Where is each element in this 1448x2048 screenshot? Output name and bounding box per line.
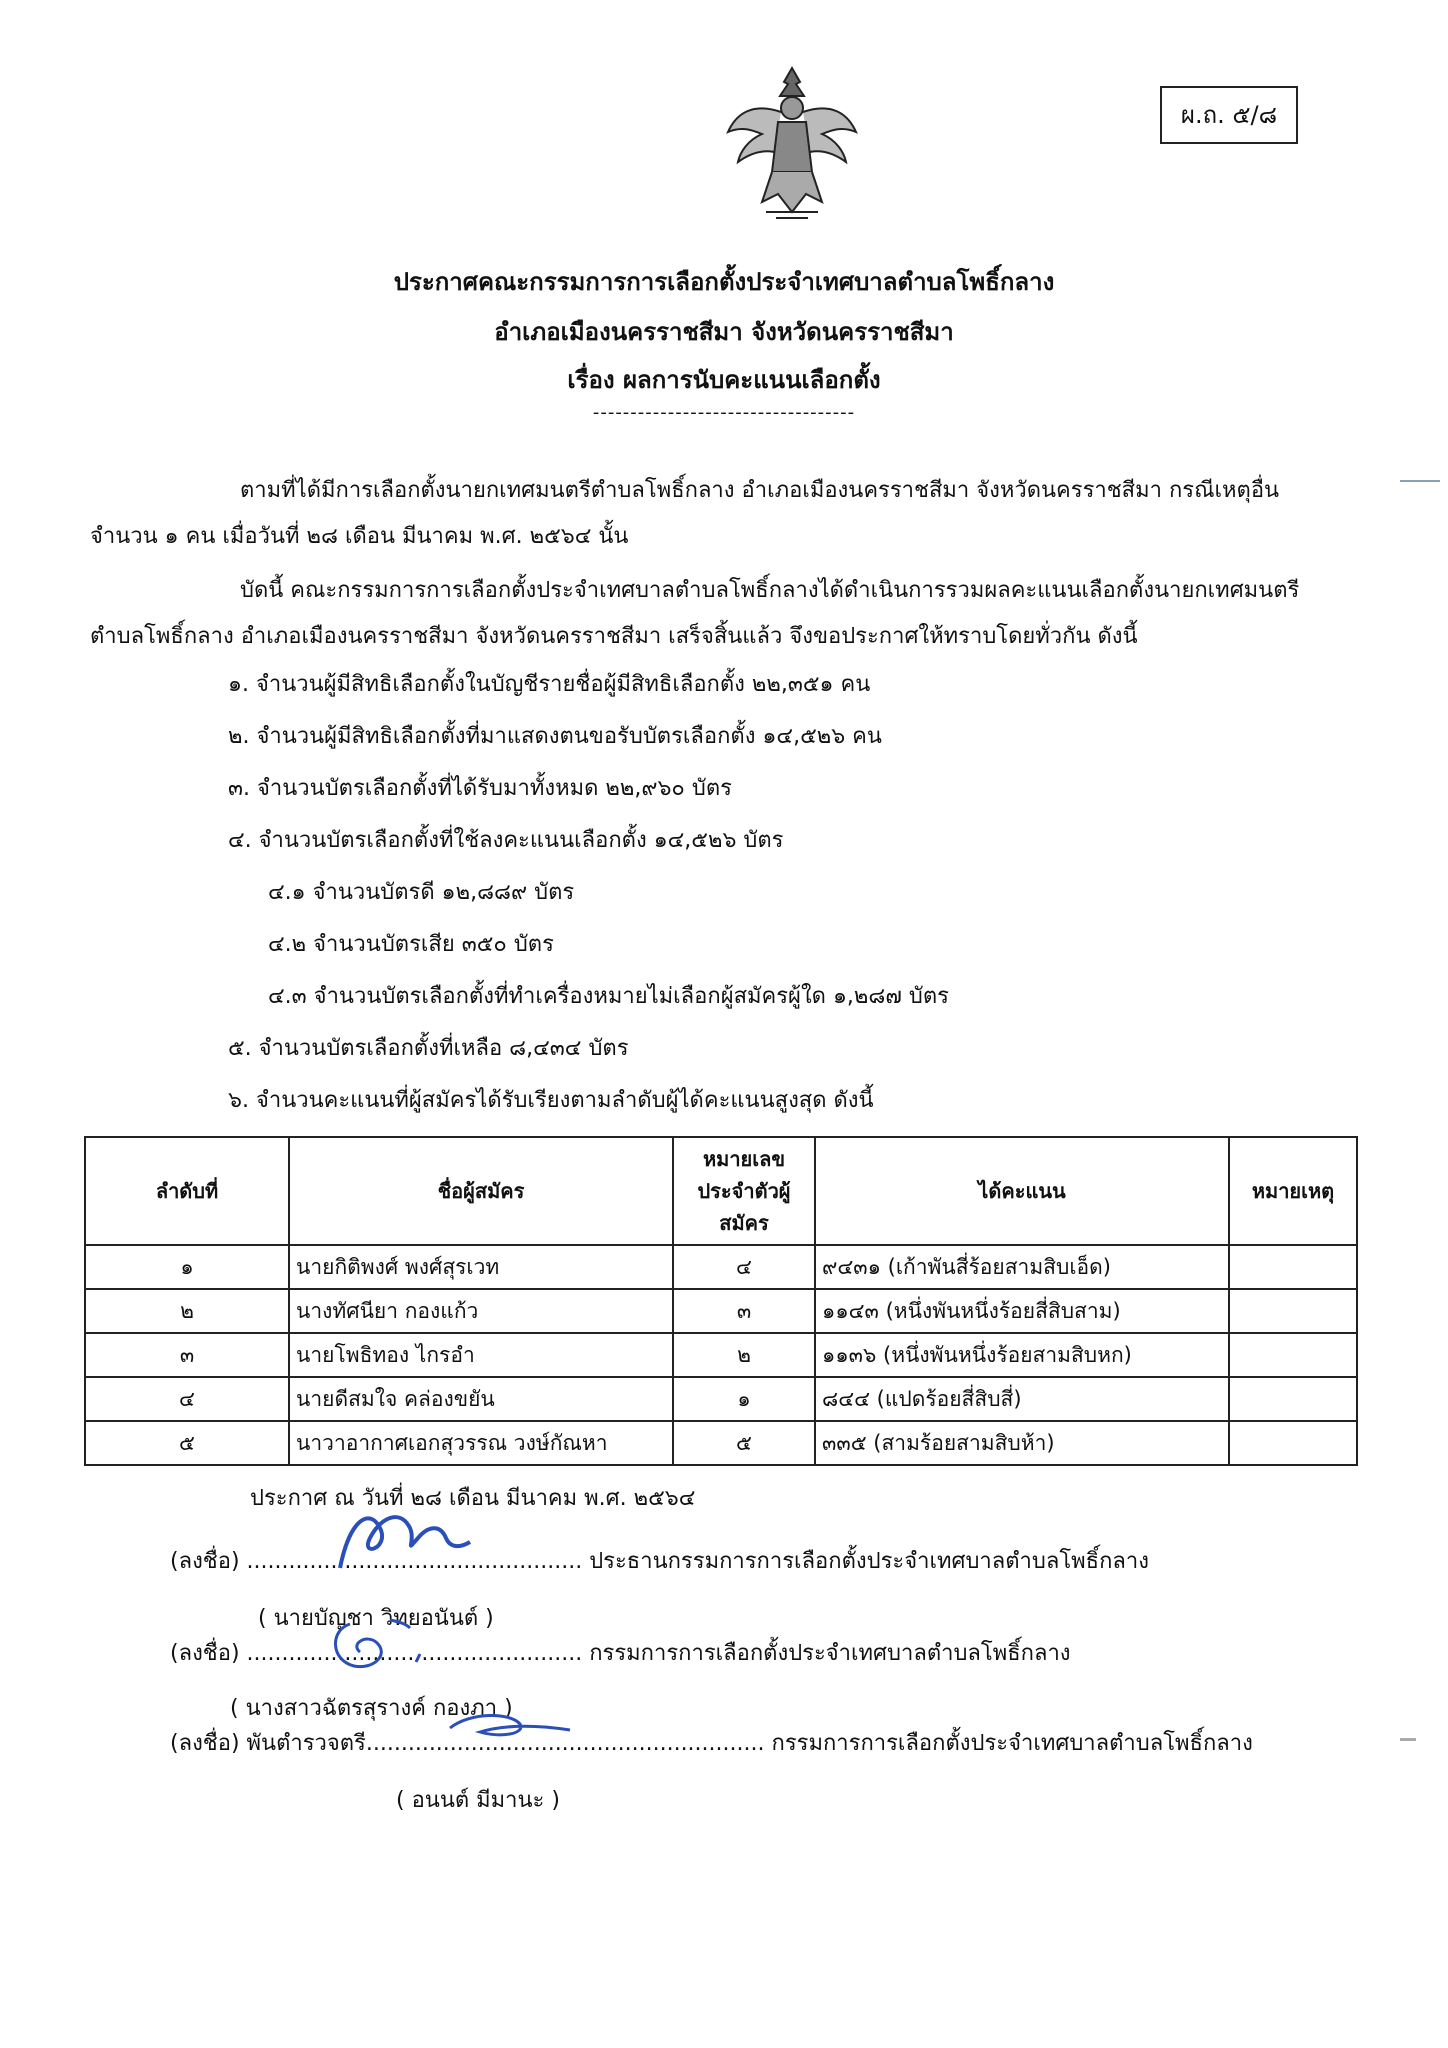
cell-number: ๕ [673, 1421, 815, 1465]
header-candidate-number [673, 1137, 815, 1245]
cell-note [1229, 1289, 1357, 1333]
header-divider: ----------------------------------- [592, 402, 856, 423]
table-row [85, 1333, 1357, 1377]
handwritten-signature [320, 1610, 440, 1680]
item-1: ๑. จำนวนผู้มีสิทธิเลือกตั้งในบัญชีรายชื่อผู้มีสิทธิเลือกตั้ง ๒๒,๓๕๑ คน [228, 672, 871, 697]
paragraph-2 [90, 568, 1380, 660]
form-code-box: ผ.ถ. ๕/๘ [1160, 86, 1298, 144]
cell-rank: ๓ [85, 1333, 289, 1377]
cell-name: นางทัศนียา กองแก้ว [289, 1289, 673, 1333]
signatory-name-member-2: ( อนนต์ มีมานะ ) [396, 1788, 560, 1813]
cell-rank: ๑ [85, 1245, 289, 1289]
header-number-line-1: หมายเลข [702, 1147, 786, 1171]
announce-date: ประกาศ ณ วันที่ ๒๘ เดือน มีนาคม พ.ศ. ๒๕๖๔ [250, 1486, 696, 1511]
paragraph-1-line-2: จำนวน ๑ คน เมื่อวันที่ ๒๘ เดือน มีนาคม พ.ศ. ๒๕๖๔ นั้น [90, 524, 629, 549]
signature-role: ประธานกรรมการการเลือกตั้งประจำเทศบาลตำบลโพธิ์กลาง [582, 1549, 1149, 1574]
paragraph-1-line-1: ตามที่ได้มีการเลือกตั้งนายกเทศมนตรีตำบลโพธิ์กลาง อำเภอเมืองนครราชสีมา จังหวัดนครราชสีมา กรณีเหตุอื่น [240, 478, 1280, 503]
item-4-1: ๔.๑ จำนวนบัตรดี ๑๒,๘๘๙ บัตร [268, 880, 575, 905]
item-4: ๔. จำนวนบัตรเลือกตั้งที่ใช้ลงคะแนนเลือกตั้ง ๑๔,๕๒๖ บัตร [228, 828, 784, 853]
signature-prefix: (ลงชื่อ) [170, 1549, 247, 1574]
cell-note [1229, 1245, 1357, 1289]
cell-note [1229, 1377, 1357, 1421]
header-note: หมายเหตุ [1229, 1137, 1357, 1245]
signature-prefix: (ลงชื่อ) พันตำรวจตรี [170, 1731, 366, 1756]
signatory-name-chairman: ( นายบัญชา วิทยอนันต์ ) [258, 1606, 494, 1631]
cell-score: ๘๔๔ (แปดร้อยสี่สิบสี่) [815, 1377, 1229, 1421]
cell-number: ๔ [673, 1245, 815, 1289]
signature-line-member-1 [170, 1634, 1071, 1674]
header-candidate-name: ชื่อผู้สมัคร [289, 1137, 673, 1245]
item-2: ๒. จำนวนผู้มีสิทธิเลือกตั้งที่มาแสดงตนขอรับบัตรเลือกตั้ง ๑๔,๕๒๖ คน [228, 724, 882, 749]
cell-name: นาวาอากาศเอกสุวรรณ วงษ์กัณหา [289, 1421, 673, 1465]
cell-number: ๓ [673, 1289, 815, 1333]
header-title: ประกาศคณะกรรมการการเลือกตั้งประจำเทศบาลตำบลโพธิ์กลาง [393, 268, 1055, 296]
cell-number: ๑ [673, 1377, 815, 1421]
cell-name: นายดีสมใจ คล่องขยัน [289, 1377, 673, 1421]
signature-role: กรรมการการเลือกตั้งประจำเทศบาลตำบลโพธิ์กลาง [764, 1731, 1253, 1756]
signature-line-chairman [170, 1542, 1149, 1582]
handwritten-signature [320, 1498, 480, 1578]
cell-score: ๙๔๓๑ (เก้าพันสี่ร้อยสามสิบเอ็ด) [815, 1245, 1229, 1289]
item-4-2: ๔.๒ จำนวนบัตรเสีย ๓๕๐ บัตร [268, 932, 554, 957]
table-header-row [85, 1137, 1357, 1245]
header-subject: เรื่อง ผลการนับคะแนนเลือกตั้ง [567, 366, 881, 394]
header-location: อำเภอเมืองนครราชสีมา จังหวัดนครราชสีมา [494, 318, 954, 346]
cell-rank: ๔ [85, 1377, 289, 1421]
cell-note [1229, 1421, 1357, 1465]
signature-role: กรรมการการเลือกตั้งประจำเทศบาลตำบลโพธิ์กลาง [582, 1641, 1071, 1666]
cell-rank: ๕ [85, 1421, 289, 1465]
signature-dots: ................................................ [246, 1549, 583, 1574]
signature-dots: ................................................ [246, 1641, 583, 1666]
cell-score: ๑๑๔๓ (หนึ่งพันหนึ่งร้อยสี่สิบสาม) [815, 1289, 1229, 1333]
item-3: ๓. จำนวนบัตรเลือกตั้งที่ได้รับมาทั้งหมด ๒๒,๙๖๐ บัตร [228, 776, 732, 801]
results-table [84, 1136, 1358, 1466]
signature-line-member-2 [170, 1724, 1253, 1764]
cell-score: ๓๓๕ (สามร้อยสามสิบห้า) [815, 1421, 1229, 1465]
cell-name: นายโพธิทอง ไกรอำ [289, 1333, 673, 1377]
header-number-line-2: ประจำตัวผู้สมัคร [697, 1179, 791, 1235]
cell-note [1229, 1333, 1357, 1377]
signatory-name-member-1: ( นางสาวฉัตรสุรางค์ กองภา ) [230, 1696, 513, 1721]
handwritten-signature [440, 1706, 580, 1746]
item-5: ๕. จำนวนบัตรเลือกตั้งที่เหลือ ๘,๔๓๔ บัตร [228, 1036, 629, 1061]
garuda-emblem [722, 62, 862, 222]
paragraph-2-line-2: ตำบลโพธิ์กลาง อำเภอเมืองนครราชสีมา จังหวัดนครราชสีมา เสร็จสิ้นแล้ว จึงขอประกาศให้ทราบโดยทั่วกัน ดังนี้ [90, 624, 1138, 649]
paragraph-1 [90, 468, 1380, 560]
cell-name: นายกิติพงศ์ พงศ์สุรเวท [289, 1245, 673, 1289]
scan-mark [1400, 480, 1440, 482]
header-score: ได้คะแนน [815, 1137, 1229, 1245]
header-rank: ลำดับที่ [85, 1137, 289, 1245]
cell-number: ๒ [673, 1333, 815, 1377]
paragraph-2-line-1: บัดนี้ คณะกรรมการการเลือกตั้งประจำเทศบาลตำบลโพธิ์กลางได้ดำเนินการรวมผลคะแนนเลือกตั้งนายกเทศมนตรี [240, 578, 1300, 603]
table-row [85, 1377, 1357, 1421]
cell-rank: ๒ [85, 1289, 289, 1333]
scan-mark [1400, 1738, 1416, 1741]
cell-score: ๑๑๓๖ (หนึ่งพันหนึ่งร้อยสามสิบหก) [815, 1333, 1229, 1377]
signature-prefix: (ลงชื่อ) [170, 1641, 247, 1666]
item-4-3: ๔.๓ จำนวนบัตรเลือกตั้งที่ทำเครื่องหมายไม่เลือกผู้สมัครผู้ใด ๑,๒๘๗ บัตร [268, 984, 950, 1009]
table-row [85, 1245, 1357, 1289]
item-6: ๖. จำนวนคะแนนที่ผู้สมัครได้รับเรียงตามลำดับผู้ได้คะแนนสูงสุด ดังนี้ [228, 1088, 874, 1113]
table-row [85, 1421, 1357, 1465]
signature-dots: ......................................................... [365, 1731, 765, 1756]
table-row [85, 1289, 1357, 1333]
